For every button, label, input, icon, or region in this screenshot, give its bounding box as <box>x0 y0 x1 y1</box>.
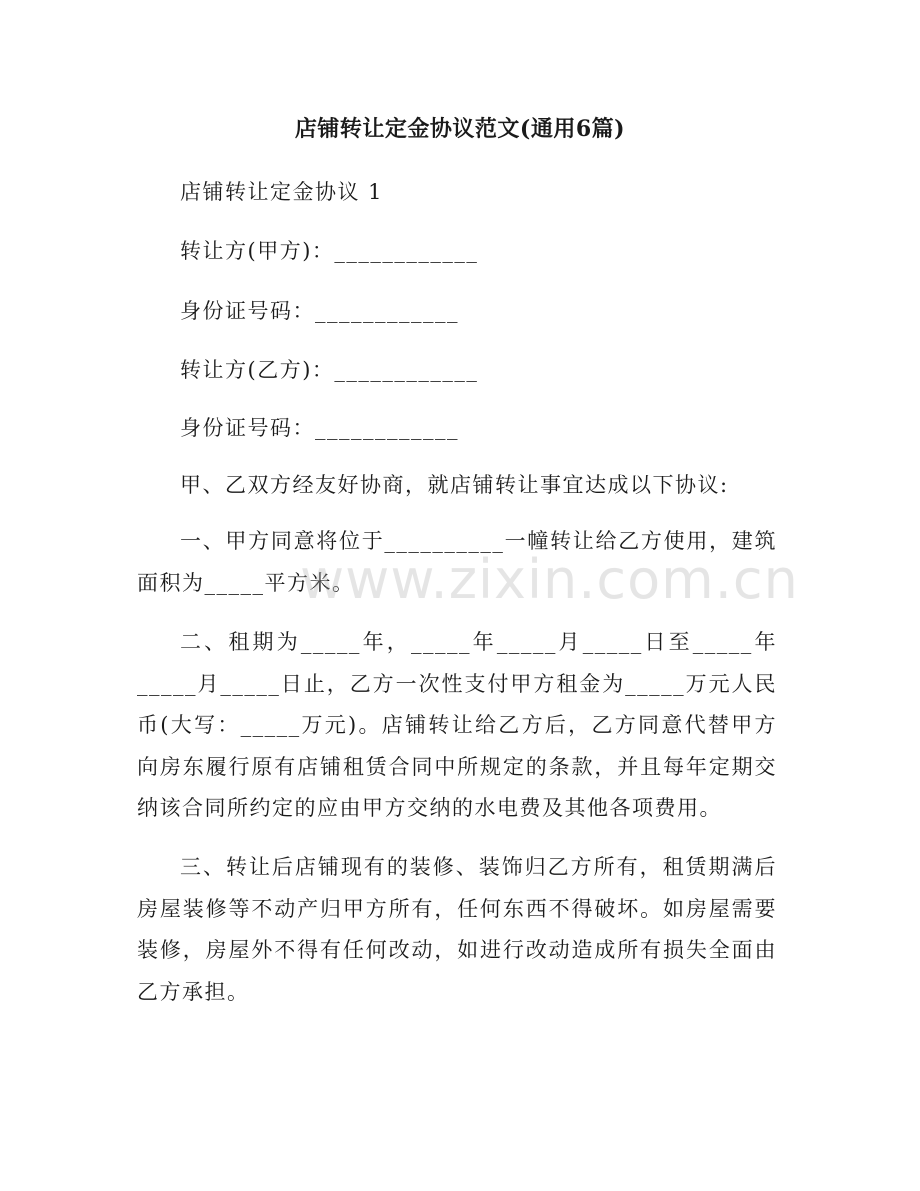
party-b-id-label: 身份证号码： <box>180 416 315 440</box>
party-a-id-label: 身份证号码： <box>180 299 315 323</box>
party-a-id-line <box>180 295 459 325</box>
section-heading: 店铺转让定金协议 1 <box>180 180 384 204</box>
party-b-id-line <box>180 412 459 442</box>
document-title: 店铺转让定金协议范文(通用6篇) <box>294 116 626 142</box>
party-a-label: 转让方(甲方)： <box>180 239 335 263</box>
party-b-blank: ____________ <box>334 358 479 382</box>
party-b-id-blank: ____________ <box>315 416 459 440</box>
clause-3-paragraph: 三、转让后店铺现有的装修、装饰归乙方所有，租赁期满后房屋装修等不动产归甲方所有，任何东西不得破坏。如房屋需要装修，房屋外不得有任何改动，如进行改动造成所有损失全面由乙方承担。 <box>137 855 777 1004</box>
watermark: www.zixin.com.cn <box>300 548 799 611</box>
intro-paragraph: 甲、乙双方经友好协商，就店铺转让事宜达成以下协议: <box>180 473 729 497</box>
party-a-blank: ____________ <box>334 239 479 263</box>
party-b-line <box>180 354 478 384</box>
clause-1-paragraph: 一、甲方同意将位于__________一幢转让给乙方使用，建筑面积为_____平方米。 <box>137 529 777 595</box>
party-a-line <box>180 235 478 265</box>
party-a-id-blank: ____________ <box>315 299 459 323</box>
party-b-label: 转让方(乙方)： <box>180 358 335 382</box>
clause-2-paragraph: 二、租期为_____年，_____年_____月_____日至_____年_____月_____日止，乙方一次性支付甲方租金为_____万元人民币(大写：_____万元)。店铺转让给乙方后，乙方同意代替甲方向房东履行原有店铺租赁合同中所规定的条款，并且每年定期交纳该合同所约定的应由甲方交纳的水电费及其他各项费用。 <box>137 630 777 820</box>
